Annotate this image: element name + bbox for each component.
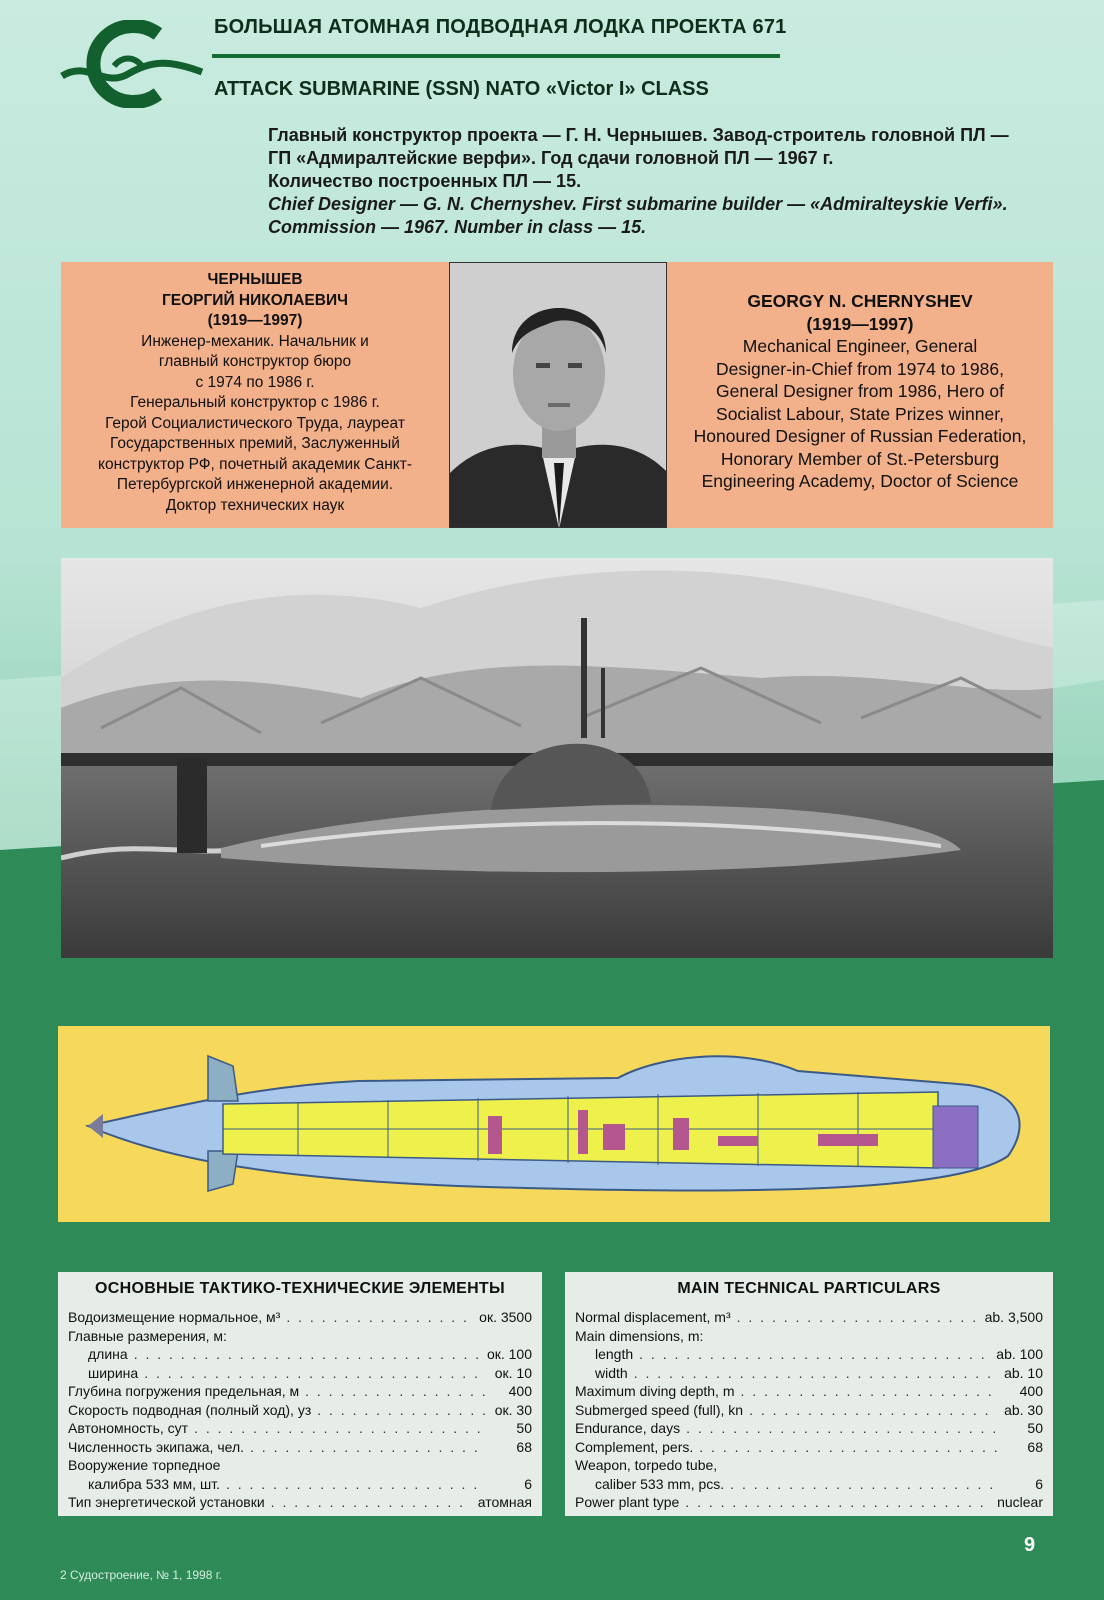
bio-line: Государственных премий, Заслуженный — [110, 435, 400, 452]
spec-label: ширина — [88, 1364, 139, 1381]
bio-line: Инженер-механик. Начальник и — [141, 332, 369, 350]
page-number: 9 — [1024, 1534, 1036, 1556]
spec-label: калибра 533 мм, шт. — [88, 1475, 220, 1492]
bio-name: ГЕОРГИЙ НИКОЛАЕВИЧ — [162, 291, 348, 309]
spec-row — [575, 1476, 1043, 1495]
spec-label: Численность экипажа, чел. — [68, 1438, 245, 1455]
designer-portrait-photo — [449, 262, 667, 528]
spec-label: Глубина погружения предельная, м — [68, 1383, 300, 1399]
bio-line: Mechanical Engineer, General — [742, 336, 978, 356]
biography-ru — [61, 262, 449, 528]
bio-line: с 1974 по 1986 г. — [195, 373, 315, 391]
source-footer: 2 Судостроение, № 1, 1998 г. — [60, 1568, 222, 1582]
spec-label: Main dimensions, m: — [575, 1327, 704, 1344]
bio-line: Designer-in-Chief from 1974 to 1986, — [716, 358, 1004, 379]
intro-line: Chief Designer — G. N. Chernyshev. First submarine builder — «Admiralteyskie Verfi». — [268, 194, 1008, 214]
spec-value: 50 — [1027, 1420, 1043, 1436]
bio-line: Engineering Academy, Doctor of Science — [701, 471, 1019, 491]
bio-line: Honorary Member of St.-Petersburg — [720, 448, 1000, 469]
spec-value: 6 — [524, 1475, 532, 1492]
spec-row — [68, 1346, 532, 1365]
spec-value: 6 — [1035, 1475, 1043, 1492]
bio-name: ЧЕРНЫШЕВ — [207, 271, 303, 288]
spec-row — [575, 1494, 1043, 1513]
spec-row — [68, 1439, 532, 1458]
bio-line: Генеральный конструктор с 1986 г. — [130, 394, 380, 411]
spec-label: width — [595, 1364, 628, 1381]
spec-value: 50 — [516, 1420, 532, 1436]
spec-row — [68, 1383, 532, 1402]
spec-row — [575, 1328, 1043, 1347]
bio-line: конструктор РФ, почетный академик Санкт- — [98, 455, 412, 473]
intro-line: Количество построенных ПЛ — 15. — [268, 171, 582, 191]
spec-label: Power plant type — [575, 1494, 680, 1510]
bio-name: GEORGY N. CHERNYSHEV — [747, 291, 973, 311]
bio-line: Герой Социалистического Труда, лауреат — [105, 414, 405, 432]
spec-label: Вооружение торпедное — [68, 1457, 221, 1473]
spec-label: length — [595, 1346, 634, 1362]
spec-row — [575, 1346, 1043, 1365]
spec-label: Тип энергетической установки — [68, 1494, 265, 1510]
spec-row — [68, 1457, 532, 1476]
spec-row — [68, 1365, 532, 1384]
submarine-photo — [61, 558, 1053, 958]
spec-value: ок. 100 — [486, 1346, 532, 1362]
spec-row — [68, 1328, 532, 1347]
spec-label: Complement, pers. — [575, 1438, 694, 1455]
bio-line: Петербургской инженерной академии. — [116, 476, 394, 493]
intro-line: ГП «Адмиралтейские верфи». Год сдачи головной ПЛ — 1967 г. — [268, 148, 834, 168]
spec-label: Maximum diving depth, m — [575, 1383, 735, 1399]
spec-row — [575, 1383, 1043, 1402]
spec-row — [68, 1309, 532, 1328]
spec-row — [575, 1365, 1043, 1384]
spec-label: Submerged speed (full), kn — [575, 1401, 744, 1418]
intro-line: Commission — 1967. Number in class — 15. — [268, 217, 647, 237]
submarine-cutaway-diagram — [58, 1026, 1050, 1222]
bio-years: (1919—1997) — [806, 313, 914, 334]
spec-row — [68, 1476, 532, 1495]
journal-logo-icon — [58, 20, 206, 108]
spec-label: Главные размерения, м: — [68, 1327, 227, 1344]
specs-table-en — [565, 1272, 1053, 1516]
spec-label: длина — [88, 1346, 128, 1362]
spec-value: 400 — [1019, 1383, 1043, 1399]
intro-block — [268, 124, 1068, 239]
specs-title: ОСНОВНЫЕ ТАКТИКО-ТЕХНИЧЕСКИЕ ЭЛЕМЕНТЫ — [95, 1280, 505, 1297]
spec-value: ок. 30 — [494, 1401, 532, 1418]
bio-line: General Designer from 1986, Hero of — [716, 381, 1004, 401]
spec-label: Водоизмещение нормальное, м³ — [68, 1309, 281, 1325]
spec-value: ab. 30 — [1004, 1401, 1043, 1418]
specs-title: MAIN TECHNICAL PARTICULARS — [677, 1280, 941, 1297]
spec-row — [68, 1494, 532, 1513]
bio-line: Доктор технических наук — [165, 496, 345, 514]
page-title-en: ATTACK SUBMARINE (SSN) NATO «Victor I» CLASS — [214, 78, 709, 100]
spec-value: ab. 3,500 — [984, 1309, 1043, 1325]
spec-row — [68, 1402, 532, 1421]
bio-line: Socialist Labour, State Prizes winner, — [716, 403, 1004, 424]
spec-row — [575, 1309, 1043, 1328]
bio-line: Honoured Designer of Russian Federation, — [693, 426, 1027, 446]
spec-value: 400 — [508, 1383, 532, 1399]
spec-row — [68, 1420, 532, 1439]
spec-label: Автономность, сут — [68, 1420, 189, 1436]
spec-label: Weapon, torpedo tube, — [575, 1457, 718, 1473]
intro-line: Главный конструктор проекта — Г. Н. Чернышев. Завод-строитель головной ПЛ — — [268, 125, 1009, 145]
spec-value: 68 — [516, 1438, 532, 1455]
title-divider — [212, 54, 780, 58]
bio-years: (1919—1997) — [207, 312, 303, 329]
spec-value: nuclear — [997, 1494, 1043, 1510]
spec-row — [575, 1439, 1043, 1458]
spec-row — [575, 1457, 1043, 1476]
spec-value: ок. 10 — [494, 1364, 532, 1381]
biography-en — [667, 262, 1053, 528]
specs-table-ru — [58, 1272, 542, 1516]
spec-value: 68 — [1027, 1438, 1043, 1455]
spec-value: ab. 10 — [1004, 1364, 1043, 1381]
spec-label: Endurance, days — [575, 1420, 681, 1436]
spec-value: атомная — [477, 1494, 532, 1510]
spec-row — [575, 1402, 1043, 1421]
spec-label: Скорость подводная (полный ход), уз — [68, 1401, 312, 1418]
bio-line: главный конструктор бюро — [158, 353, 352, 370]
spec-row — [575, 1420, 1043, 1439]
spec-value: ок. 3500 — [479, 1309, 532, 1325]
spec-label: caliber 533 mm, pcs. — [595, 1475, 725, 1492]
spec-label: Normal displacement, m³ — [575, 1309, 731, 1325]
page-title-ru: БОЛЬШАЯ АТОМНАЯ ПОДВОДНАЯ ЛОДКА ПРОЕКТА 671 — [214, 16, 787, 38]
spec-value: ab. 100 — [996, 1346, 1043, 1362]
